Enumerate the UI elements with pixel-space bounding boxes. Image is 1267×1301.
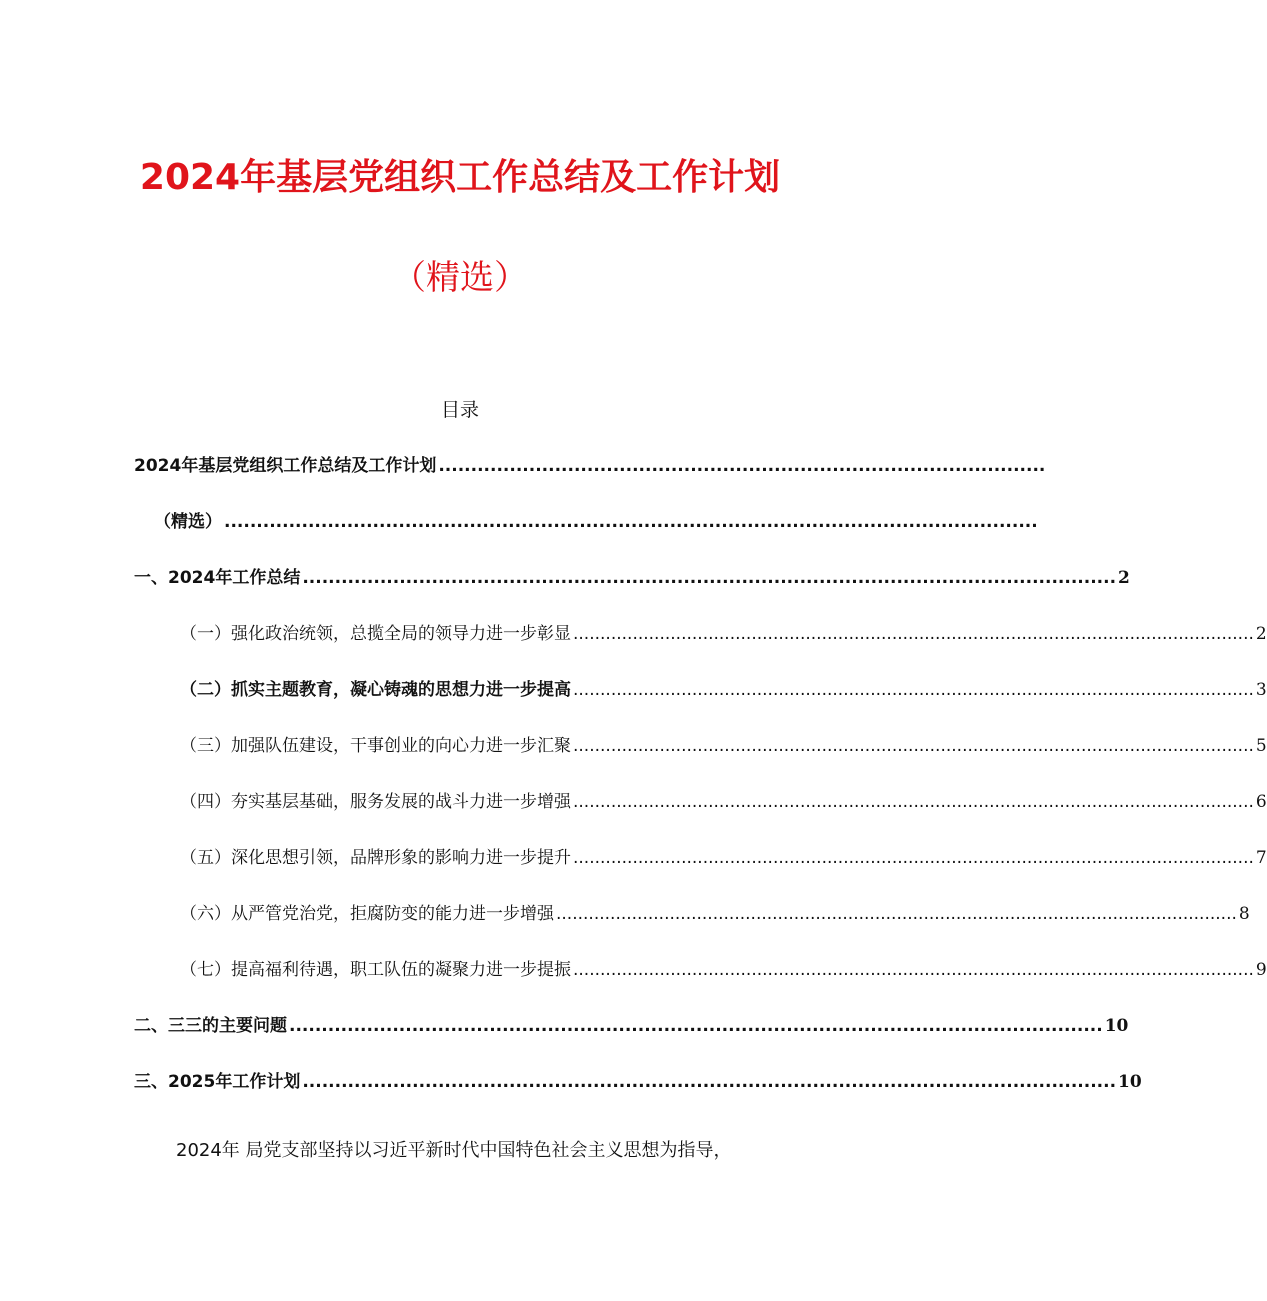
- toc-entry[interactable]: [180, 902, 1250, 926]
- toc-entry-label: （三）加强队伍建设，干事创业的向心力进一步汇聚: [180, 736, 571, 756]
- toc-entry-label: （六）从严管党治党，拒腐防变的能力进一步增强: [180, 904, 554, 924]
- toc-entry-page: 2: [1255, 624, 1267, 644]
- toc-leader-dots: ..............................................................................................................................: [573, 792, 1254, 812]
- toc-leader-dots: ..............................................................................................................................: [573, 624, 1254, 644]
- toc-leader-dots: ..............................................................................................: [438, 456, 1046, 476]
- toc-entry[interactable]: [180, 958, 1267, 982]
- toc-leader-dots: ..............................................................................................................................: [573, 960, 1254, 980]
- body-paragraph: 2024年 局党支部坚持以习近平新时代中国特色社会主义思想为指导，: [176, 1140, 732, 1161]
- toc-entry-label: （四）夯实基层基础，服务发展的战斗力进一步增强: [180, 792, 571, 812]
- toc-heading: 目录: [440, 399, 479, 421]
- toc-leader-dots: ..............................................................................................................................: [556, 904, 1237, 924]
- toc-entry-label: 2024年基层党组织工作总结及工作计划: [134, 456, 437, 476]
- toc-entry[interactable]: [134, 1014, 1129, 1038]
- toc-leader-dots: ..............................................................................................................................: [289, 1016, 1103, 1036]
- toc-entry-label: （七）提高福利待遇，职工队伍的凝聚力进一步提振: [180, 960, 571, 980]
- toc-entry-label: （五）深化思想引领，品牌形象的影响力进一步提升: [180, 848, 571, 868]
- document-subtitle: （精选）: [392, 258, 528, 298]
- toc-entry-label: 一、2024年工作总结: [134, 568, 301, 588]
- toc-entry-label: （精选）: [154, 512, 222, 532]
- toc-entry[interactable]: [180, 678, 1267, 702]
- toc-leader-dots: ..............................................................................................................................: [302, 1072, 1117, 1092]
- toc-entry-page: 5: [1255, 736, 1267, 756]
- toc-entry[interactable]: [180, 622, 1267, 646]
- toc-entry-page: 10: [1118, 1072, 1142, 1092]
- toc-leader-dots: ..............................................................................................................................: [573, 680, 1254, 700]
- toc-entry[interactable]: [154, 510, 1038, 534]
- toc-leader-dots: ..............................................................................................................................: [302, 568, 1117, 588]
- toc-entry-page: 2: [1118, 568, 1130, 588]
- toc-entry-label: 二、三三的主要问题: [134, 1016, 287, 1036]
- toc-entry-page: 8: [1238, 904, 1250, 924]
- toc-entry-page: 7: [1255, 848, 1267, 868]
- toc-entry-page: 6: [1255, 792, 1267, 812]
- toc-entry[interactable]: [180, 734, 1267, 758]
- toc-entry[interactable]: [134, 454, 1046, 478]
- toc-entry-label: （二）抓实主题教育，凝心铸魂的思想力进一步提高: [180, 680, 571, 700]
- toc-leader-dots: ..............................................................................................................................: [573, 736, 1254, 756]
- toc-entry[interactable]: [134, 566, 1130, 590]
- toc-leader-dots: ..............................................................................................................................: [573, 848, 1254, 868]
- toc-entry-label: （一）强化政治统领，总揽全局的领导力进一步彰显: [180, 624, 571, 644]
- toc-entry-label: 三、2025年工作计划: [134, 1072, 301, 1092]
- toc-entry[interactable]: [180, 790, 1267, 814]
- toc-leader-dots: ..............................................................................................................................: [224, 512, 1038, 532]
- toc-entry-page: 10: [1104, 1016, 1129, 1036]
- toc-entry-page: 9: [1255, 960, 1267, 980]
- toc-entry-page: 3: [1255, 680, 1267, 700]
- document-title: 2024年基层党组织工作总结及工作计划: [139, 157, 781, 198]
- toc-entry[interactable]: [180, 846, 1267, 870]
- toc-entry[interactable]: [134, 1070, 1142, 1094]
